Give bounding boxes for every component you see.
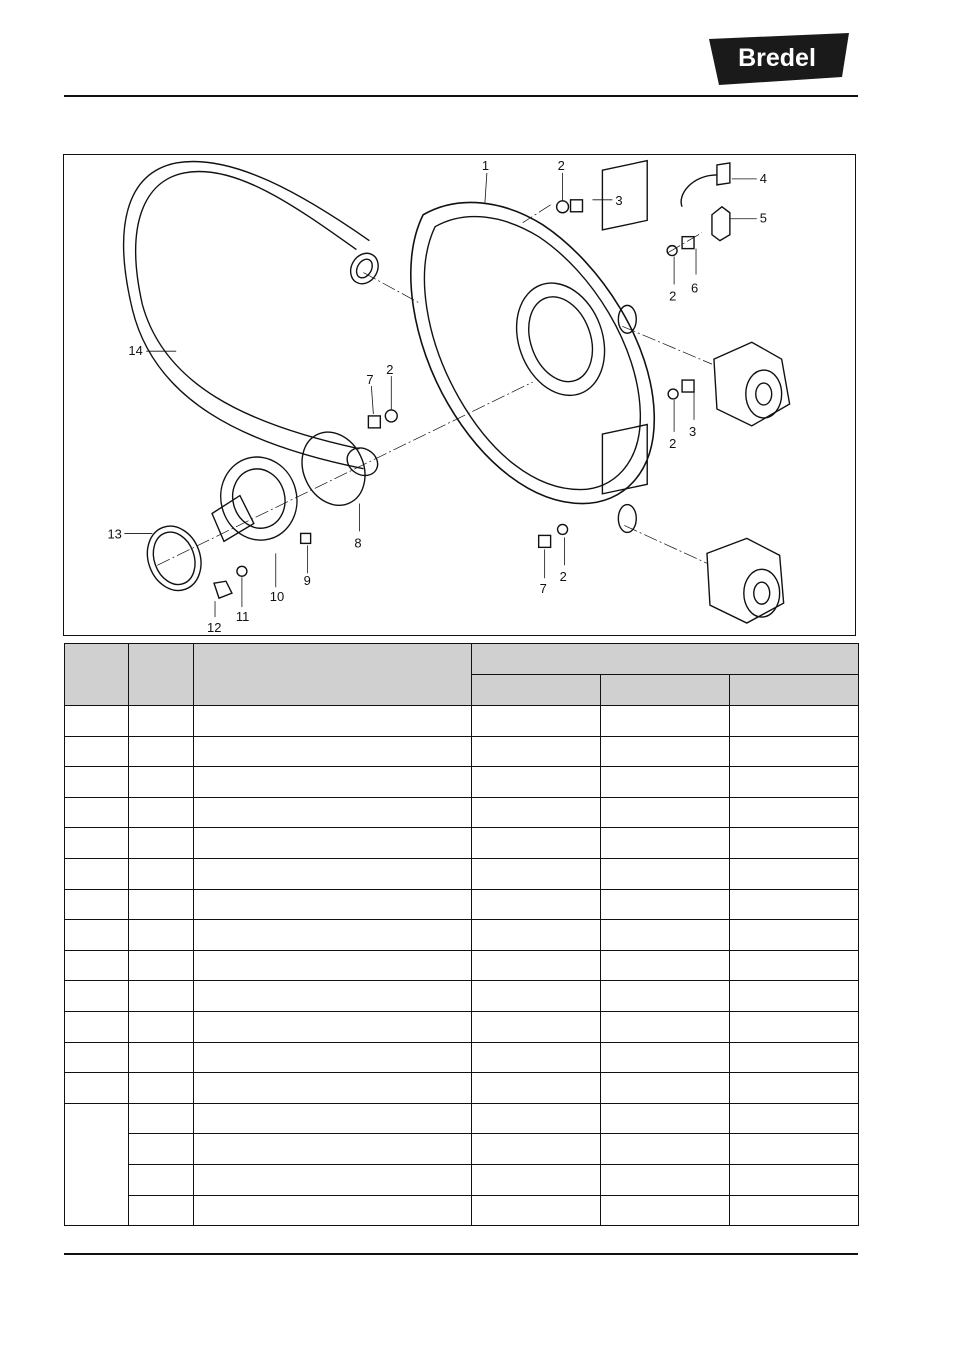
table-row	[65, 828, 859, 859]
callout-3b: 3	[689, 423, 697, 439]
parts-table	[64, 643, 859, 1226]
callout-2c: 2	[386, 362, 394, 378]
table-row	[65, 1042, 859, 1073]
bredel-logo-mark	[709, 33, 849, 85]
table-row	[65, 920, 859, 951]
logo-text: Bredel	[738, 44, 816, 72]
callout-13: 13	[107, 526, 122, 542]
table-row	[65, 889, 859, 920]
table-row	[65, 706, 859, 737]
callout-3a: 3	[615, 192, 623, 208]
callout-8: 8	[354, 535, 362, 551]
callout-5: 5	[759, 210, 767, 226]
callout-7b: 7	[539, 581, 547, 597]
table-row	[65, 1134, 859, 1165]
header-rule	[64, 95, 858, 97]
table-row	[65, 1103, 859, 1134]
callout-9: 9	[303, 573, 311, 589]
gearbox-lower-drawing	[707, 538, 784, 623]
callout-2e: 2	[559, 569, 567, 585]
bredel-logo	[709, 33, 849, 85]
gearbox-upper-drawing	[714, 342, 790, 426]
callout-2a: 2	[557, 157, 565, 173]
callout-10: 10	[269, 589, 285, 605]
pump-housing-exploded-view	[64, 155, 855, 635]
header-cell-3	[194, 644, 472, 706]
table-row	[65, 858, 859, 889]
callout-11: 11	[235, 609, 250, 625]
merged-cell	[65, 1103, 129, 1225]
footer-rule	[64, 1253, 858, 1255]
table-row	[65, 950, 859, 981]
exploded-parts-drawing	[63, 154, 856, 636]
header-cell-group	[472, 644, 859, 675]
table-row	[65, 1195, 859, 1226]
header-subcell-1	[472, 675, 601, 706]
header-cell-1	[65, 644, 129, 706]
callout-2d: 2	[669, 435, 677, 451]
pump-housing-drawing	[411, 202, 654, 503]
callout-12: 12	[207, 620, 222, 635]
cover-drawing	[211, 448, 306, 548]
table-row	[65, 1164, 859, 1195]
table-row	[65, 1011, 859, 1042]
callout-14: 14	[128, 343, 143, 359]
header-subcell-2	[601, 675, 730, 706]
table-row	[65, 1073, 859, 1104]
callout-2b: 2	[669, 288, 677, 304]
callout-7a: 7	[366, 372, 374, 388]
callout-1: 1	[481, 157, 490, 173]
table-row	[65, 981, 859, 1012]
table-row	[65, 767, 859, 798]
header-cell-2	[129, 644, 194, 706]
table-row	[65, 736, 859, 767]
header-subcell-3	[730, 675, 859, 706]
hose-drawing	[136, 171, 360, 448]
callout-4: 4	[759, 170, 767, 186]
table-row	[65, 797, 859, 828]
callout-6: 6	[691, 280, 699, 296]
